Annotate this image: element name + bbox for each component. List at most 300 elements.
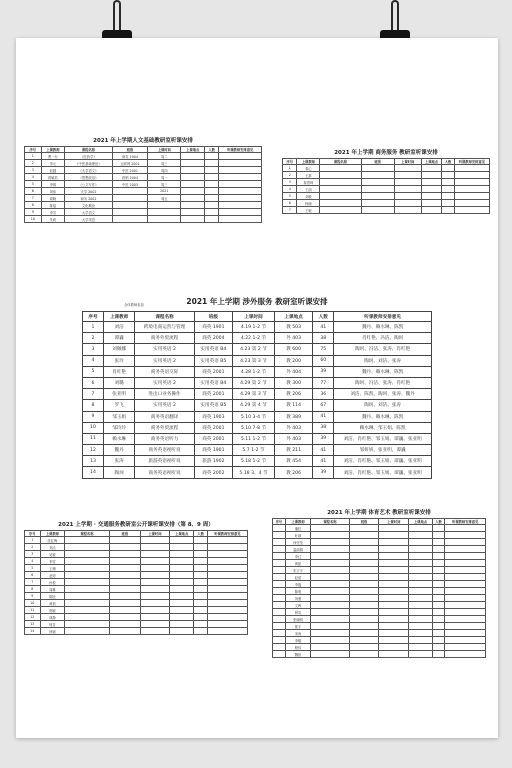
table-cell: 4.29 第 4 节 (233, 400, 275, 411)
table-cell: 魏欣 (285, 651, 311, 658)
table-cell (349, 644, 379, 651)
table-cell: 周琳 (40, 586, 65, 593)
table-cell (409, 539, 432, 546)
table-row (273, 630, 486, 637)
table-row (25, 565, 248, 572)
table-cell (394, 165, 421, 172)
table-cell: 教 600 (274, 344, 312, 355)
table-cell: 3 (283, 179, 297, 186)
table-row (83, 411, 432, 422)
table-cell: 4.22 1-2 节 (233, 333, 275, 344)
table-row (273, 553, 486, 560)
table-cell: 6 (25, 572, 41, 579)
table-cell (320, 193, 361, 200)
table-cell (140, 607, 169, 614)
column-header: 上课地点 (181, 147, 205, 153)
table-cell (140, 537, 169, 544)
table-cell: 《医药学》 (65, 153, 112, 160)
table-cell: 罗飞 (103, 400, 134, 411)
table-cell (320, 207, 361, 214)
table-cell (219, 209, 262, 216)
table-cell (409, 651, 432, 658)
table-row (25, 593, 248, 600)
table-cell (65, 614, 110, 621)
table-cell (454, 186, 489, 193)
table-cell: 宋雨 (285, 630, 311, 637)
table-cell: 钟岚 (285, 609, 311, 616)
table-cell: 商英 2004 (194, 333, 232, 344)
table-cell (432, 616, 445, 623)
table-cell (442, 179, 454, 186)
table-cell (273, 581, 286, 588)
table-cell (181, 160, 205, 167)
table-row (273, 560, 486, 567)
table-cell: 75 (313, 344, 334, 355)
table-cell (109, 537, 140, 544)
table-cell: 温丽娟 (285, 546, 311, 553)
table-cell (109, 579, 140, 586)
table-cell: 刘伟 (41, 188, 65, 195)
table-cell: 张涛 (103, 456, 134, 467)
table-cell (273, 546, 286, 553)
table-cell (140, 579, 169, 586)
column-header: 上课时间 (379, 519, 409, 525)
table-cell (320, 179, 361, 186)
table-cell: 刘洁、肖红艳、邹玉娟、谭巍、张亚明 (334, 467, 432, 478)
table-cell (311, 616, 349, 623)
table-cell: 教 211 (274, 445, 312, 456)
table-cell: 肖红艳、冯洁、陶珂 (334, 333, 432, 344)
table-cell (194, 621, 207, 628)
table-row (273, 581, 486, 588)
table-cell (273, 623, 286, 630)
table-row (25, 202, 262, 209)
table-cell (445, 539, 486, 546)
table-cell (394, 172, 421, 179)
table-cell (207, 544, 247, 551)
table-cell: 《公文写作》 (65, 181, 112, 188)
table-cell: 外 403 (274, 433, 312, 444)
column-header: 听课教师安排意见 (334, 312, 432, 322)
table-cell: 36 (313, 389, 334, 400)
table-cell: 陶珂、刘洁、张涛 (334, 355, 432, 366)
table-cell: 7 (25, 195, 42, 202)
table-cell: 陈明 (285, 588, 311, 595)
table-cell: 张晓明 (285, 616, 311, 623)
table-cell: 9 (25, 209, 42, 216)
table-cell (169, 579, 194, 586)
table-cell: 商英 2002 (194, 467, 232, 478)
table-cell (361, 179, 394, 186)
table-cell (169, 572, 194, 579)
table-cell (205, 216, 219, 223)
table-row (273, 616, 486, 623)
table-cell (394, 193, 421, 200)
table-cell: 周晓 (41, 195, 65, 202)
table-cell: 3 (83, 344, 104, 355)
table-cell (194, 586, 207, 593)
column-header: 上课地点 (169, 531, 194, 537)
table-cell: 41 (313, 411, 334, 422)
table-cell: 9 (83, 411, 104, 422)
table-cell (311, 525, 349, 532)
table-cell (409, 567, 432, 574)
column-header: 序号 (83, 312, 104, 322)
table-cell: 5 (25, 181, 42, 188)
table-cell (207, 600, 247, 607)
table-cell (432, 553, 445, 560)
table-cell (379, 525, 409, 532)
table-cell (394, 200, 421, 207)
table-cell: 李娜 (285, 637, 311, 644)
table-row (25, 209, 262, 216)
table-row (25, 586, 248, 593)
table-cell (432, 609, 445, 616)
table-cell (409, 644, 432, 651)
column-header: 序号 (25, 531, 41, 537)
table-cell: 大学 2002 (65, 188, 112, 195)
table-cell: 黄凯 (285, 560, 311, 567)
table-cell: 刘洁 (40, 544, 65, 551)
table-cell: 4.29 第 2 节 (233, 377, 275, 388)
table-cell: 周五 (148, 195, 181, 202)
table-cell (454, 172, 489, 179)
table-cell: 4.19 1-2 节 (233, 322, 275, 333)
table-cell: 陈欣 (40, 593, 65, 600)
table-cell (421, 165, 442, 172)
table-cell: 7 (83, 389, 104, 400)
table-cell (409, 553, 432, 560)
table-row (273, 637, 486, 644)
table-cell: 5.10 3-4 节 (233, 411, 275, 422)
column-header: 听课教师安排意见 (454, 159, 489, 165)
table-cell: 商务英语翻译 (135, 411, 194, 422)
table-cell (194, 614, 207, 621)
table-row (83, 366, 432, 377)
table-cell (311, 532, 349, 539)
table-cell (311, 560, 349, 567)
table-cell (273, 651, 286, 658)
table-cell (219, 181, 262, 188)
table-cell: 徐莹莹 (285, 539, 311, 546)
column-header: 上课时间 (233, 312, 275, 322)
table-cell (169, 621, 194, 628)
table-cell (65, 586, 110, 593)
table-cell: 4 (25, 174, 42, 181)
schedule-table (24, 146, 262, 223)
table-cell: 5 (83, 366, 104, 377)
table-cell: 教 300 (274, 377, 312, 388)
table-cell (181, 181, 205, 188)
table-cell (379, 546, 409, 553)
table-cell: 商务外贸流程 (135, 422, 194, 433)
table-cell: 10 (25, 600, 41, 607)
table-cell: 5.7 1-2 节 (233, 445, 275, 456)
table-cell (445, 637, 486, 644)
column-header: 人数 (432, 519, 445, 525)
table-cell (445, 553, 486, 560)
table-cell (432, 546, 445, 553)
table-cell (394, 179, 421, 186)
table-cell (432, 588, 445, 595)
table-cell (273, 630, 286, 637)
table-cell (320, 172, 361, 179)
table-cell: 赖水琳、邹玉娟、陈凯 (334, 422, 432, 433)
table-cell (219, 202, 262, 209)
table-cell (421, 186, 442, 193)
schedule-table (282, 158, 490, 214)
table-cell (207, 537, 247, 544)
table-cell: 朱宇平 (285, 567, 311, 574)
table-row (273, 546, 486, 553)
table-cell (205, 188, 219, 195)
table-cell: 吴敏 (40, 551, 65, 558)
table-cell (421, 207, 442, 214)
table-cell (379, 623, 409, 630)
table-cell (205, 202, 219, 209)
table-cell: 张红梅 (40, 537, 65, 544)
table-cell (445, 574, 486, 581)
table-cell (140, 614, 169, 621)
table-cell: 进出口业务操作 (135, 389, 194, 400)
table-cell: 1 (25, 153, 42, 160)
table-row (25, 600, 248, 607)
table-row (83, 400, 432, 411)
column-header: 上课地点 (421, 159, 442, 165)
table-cell (432, 560, 445, 567)
schedule-table (82, 311, 432, 479)
table-row (25, 153, 262, 160)
table-cell (379, 616, 409, 623)
table-cell (65, 628, 110, 635)
table-cell (409, 574, 432, 581)
table-cell: 周三 (148, 181, 181, 188)
table-cell: 赵茹 (285, 574, 311, 581)
table-cell: 商务英语听力 (135, 433, 194, 444)
table-row (25, 544, 248, 551)
table-cell (454, 165, 489, 172)
table-row (25, 607, 248, 614)
table-cell (207, 628, 247, 635)
table-cell (409, 525, 432, 532)
table-cell (112, 216, 148, 223)
table-cell: 陶珂 (103, 467, 134, 478)
table-cell: 10 (25, 216, 42, 223)
column-header: 班级 (349, 519, 379, 525)
table-cell (379, 574, 409, 581)
table-row (25, 195, 262, 202)
table-cell: 周三 (148, 160, 181, 167)
table-cell: 赖水琳 (103, 433, 134, 444)
table-cell: 实用英语 B4 (194, 377, 232, 388)
table-row (273, 595, 486, 602)
table-cell (349, 637, 379, 644)
table-cell (207, 565, 247, 572)
table-cell (109, 621, 140, 628)
sheet-title: 2021 年上学期 涉外服务 教研室听课安排 (186, 297, 328, 306)
table-cell (273, 637, 286, 644)
table-cell: 4.23 第 2 节 (233, 344, 275, 355)
table-row (25, 216, 262, 223)
table-row (25, 558, 248, 565)
table-cell: 刘蕾 (285, 595, 311, 602)
table-cell: 邹妍妍、张亚明、谭巍 (334, 445, 432, 456)
table-cell (311, 588, 349, 595)
table-cell (349, 567, 379, 574)
table-cell: 王敏 (297, 207, 320, 214)
table-cell (140, 551, 169, 558)
table-cell: 实用英语 B4 (194, 344, 232, 355)
column-header: 上课教师 (297, 159, 320, 165)
table-cell (454, 200, 489, 207)
sheet-foreign-service (82, 296, 432, 479)
table-cell (445, 532, 486, 539)
table-cell (205, 167, 219, 174)
table-cell: 14 (25, 628, 41, 635)
table-cell (65, 607, 110, 614)
table-cell: 《思想政治》 (65, 174, 112, 181)
table-cell (421, 172, 442, 179)
table-cell (112, 188, 148, 195)
table-cell: 实用英语 B5 (194, 400, 232, 411)
table-cell (148, 216, 181, 223)
table-cell (349, 539, 379, 546)
column-header: 课程名称 (320, 159, 361, 165)
table-cell (445, 651, 486, 658)
table-cell (205, 195, 219, 202)
table-cell: 魏丹、赖水琳、陈凯 (334, 411, 432, 422)
table-cell: 周一 (148, 174, 181, 181)
table-cell (379, 567, 409, 574)
table-cell (140, 565, 169, 572)
table-cell (181, 174, 205, 181)
table-cell (409, 560, 432, 567)
table-cell (65, 593, 110, 600)
table-cell (442, 193, 454, 200)
table-cell (169, 565, 194, 572)
table-cell: 陈瑶 (41, 202, 65, 209)
table-cell (219, 167, 262, 174)
table-cell (311, 602, 349, 609)
table-cell (273, 574, 286, 581)
table-row (25, 628, 248, 635)
table-cell (205, 153, 219, 160)
table-row (273, 651, 486, 658)
table-cell (194, 558, 207, 565)
table-row (83, 456, 432, 467)
table-cell (205, 160, 219, 167)
table-cell (169, 593, 194, 600)
column-header: 课程名称 (311, 519, 349, 525)
poster-paper (16, 38, 498, 738)
table-cell (320, 165, 361, 172)
table-cell (273, 532, 286, 539)
table-cell (361, 165, 394, 172)
table-cell (421, 200, 442, 207)
table-cell (207, 593, 247, 600)
column-header: 上课教师 (285, 519, 311, 525)
column-header: 人数 (313, 312, 334, 322)
table-cell (169, 607, 194, 614)
table-cell (207, 586, 247, 593)
table-cell: 跨境电商运营与管理 (135, 322, 194, 333)
table-cell: 38 (313, 422, 334, 433)
table-cell (349, 553, 379, 560)
column-header: 人数 (205, 147, 219, 153)
table-cell (112, 202, 148, 209)
sheet-sports-arts (272, 508, 486, 658)
table-cell: 4.23 第 3 节 (233, 355, 275, 366)
table-cell: 商英 2001 (194, 422, 232, 433)
table-cell: 3 (25, 167, 42, 174)
table-cell (207, 607, 247, 614)
table-cell: 5.11 1-2 节 (233, 433, 275, 444)
table-row (25, 537, 248, 544)
column-header: 班级 (112, 147, 148, 153)
table-cell (273, 616, 286, 623)
table-cell (361, 207, 394, 214)
table-cell (311, 553, 349, 560)
table-cell (445, 630, 486, 637)
table-cell (181, 167, 205, 174)
column-header: 班级 (109, 531, 140, 537)
table-cell: 商务英语视听说 (135, 445, 194, 456)
table-cell (379, 532, 409, 539)
table-cell (205, 174, 219, 181)
table-row (283, 186, 490, 193)
table-cell: 营销 2004 (112, 174, 148, 181)
table-cell (320, 200, 361, 207)
table-cell: 曹一行 (41, 153, 65, 160)
table-cell (273, 644, 286, 651)
table-cell: 李雪 (40, 558, 65, 565)
table-cell: 4 (283, 186, 297, 193)
table-cell: 67 (313, 400, 334, 411)
table-row (273, 588, 486, 595)
table-cell: 邹玲玲 (103, 422, 134, 433)
table-cell: 文化概论 (65, 202, 112, 209)
column-header: 上课地点 (409, 519, 432, 525)
table-cell: 魏丹、赖水琳、陈凯 (334, 366, 432, 377)
table-cell (140, 586, 169, 593)
table-cell (349, 651, 379, 658)
table-cell (320, 186, 361, 193)
table-cell (219, 160, 262, 167)
table-cell (65, 544, 110, 551)
table-cell: 1 (283, 165, 297, 172)
table-cell (432, 539, 445, 546)
table-cell (273, 602, 286, 609)
table-cell: 商务外贸流程 (135, 333, 194, 344)
table-cell (445, 623, 486, 630)
table-cell (273, 609, 286, 616)
table-cell: 实用英语 2 (135, 377, 194, 388)
table-cell: 刘洁、陈凯、陶珂、张涛、魏丹 (334, 389, 432, 400)
table-cell: 60 (313, 355, 334, 366)
table-row (273, 539, 486, 546)
table-cell (442, 200, 454, 207)
table-cell (112, 209, 148, 216)
table-cell (409, 637, 432, 644)
table-cell (273, 525, 286, 532)
table-cell (361, 172, 394, 179)
table-cell: 赵越 (41, 167, 65, 174)
table-cell (442, 172, 454, 179)
table-cell (349, 532, 379, 539)
column-header: 人数 (194, 531, 207, 537)
sheet-note: 全体教师参加 (124, 303, 144, 307)
sheet-business (282, 148, 490, 214)
